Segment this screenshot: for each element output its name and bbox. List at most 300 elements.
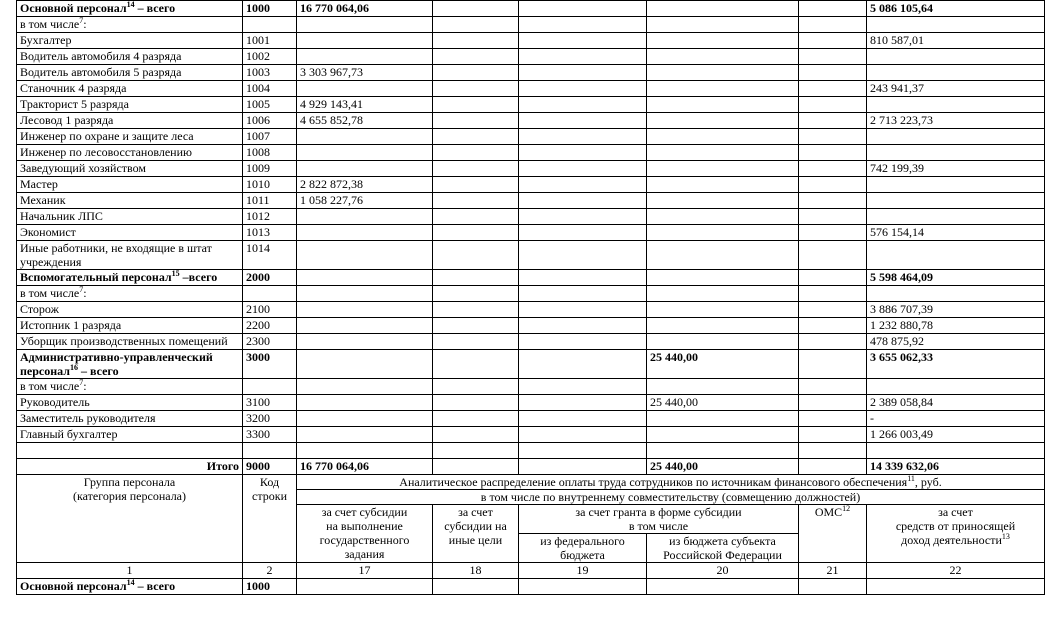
row-name: [17, 443, 243, 459]
row-value-c19: [519, 113, 647, 129]
row-name-text: Тракторист 5 разряда: [20, 97, 129, 111]
row-name-text: Руководитель: [20, 395, 90, 409]
row-value-c18: [433, 129, 519, 145]
analytic-header: [297, 475, 1045, 490]
row-name-suffix: :: [83, 286, 87, 300]
table-row: [17, 1, 1045, 17]
row-value-c20: [647, 334, 799, 350]
row-value-c20: [647, 129, 799, 145]
row-value-c21: [799, 225, 867, 241]
row-value-c19: [519, 81, 647, 97]
row-name-text: Инженер по охране и защите леса: [20, 129, 194, 143]
subsidy-other-l2: субсидии на: [444, 519, 507, 533]
last-row-cell: [799, 579, 867, 595]
total-c18: [433, 459, 519, 475]
row-value-c21: [799, 1, 867, 17]
total-c19: [519, 459, 647, 475]
row-value-c20: [647, 145, 799, 161]
row-value-c20: [647, 49, 799, 65]
last-row-name-text: Основной персонал: [20, 579, 127, 593]
row-value-c22: 5 598 464,09: [867, 270, 1045, 286]
row-value-c19: [519, 395, 647, 411]
row-name-text: Водитель автомобиля 4 разряда: [20, 49, 182, 63]
row-value-c17: [297, 379, 433, 395]
row-value-c17: [297, 145, 433, 161]
row-value-c19: [519, 129, 647, 145]
row-name-sup: 14: [126, 0, 135, 9]
row-name: [17, 129, 243, 145]
row-value-c21: [799, 49, 867, 65]
col-number: 19: [519, 563, 647, 579]
row-value-c20: [647, 97, 799, 113]
row-value-c21: [799, 17, 867, 33]
row-value-c22: [867, 379, 1045, 395]
row-name-text: Экономист: [20, 225, 76, 239]
row-value-c22: 742 199,39: [867, 161, 1045, 177]
subsidy-task-header: [297, 505, 433, 563]
table-row: [17, 177, 1045, 193]
col-number: 21: [799, 563, 867, 579]
row-value-c22: [867, 17, 1045, 33]
row-value-c17: [297, 81, 433, 97]
row-value-c17: [297, 302, 433, 318]
code-header: [243, 475, 297, 563]
table-row: [17, 65, 1045, 81]
table-row: [17, 443, 1045, 459]
row-value-c19: [519, 286, 647, 302]
row-value-c17: [297, 427, 433, 443]
total-c20: 25 440,00: [647, 459, 799, 475]
row-code: 1014: [243, 241, 297, 270]
row-value-c22: [867, 286, 1045, 302]
code-header-l1: Код: [259, 475, 280, 489]
subsidy-task-l4: задания: [344, 547, 385, 561]
row-code: [243, 286, 297, 302]
row-value-c17: 4 929 143,41: [297, 97, 433, 113]
row-name-text: в том числе: [20, 17, 80, 31]
row-value-c17: [297, 129, 433, 145]
row-code: 1013: [243, 225, 297, 241]
row-value-c22: [867, 65, 1045, 81]
table-row: [17, 225, 1045, 241]
row-value-c19: [519, 318, 647, 334]
row-value-c18: [433, 302, 519, 318]
row-value-c21: [799, 129, 867, 145]
col-number: 18: [433, 563, 519, 579]
row-value-c18: [433, 379, 519, 395]
row-value-c17: 3 303 967,73: [297, 65, 433, 81]
grant-l1: за счет гранта в форме субсидии: [575, 505, 742, 519]
row-name: [17, 17, 243, 33]
row-value-c21: [799, 65, 867, 81]
total-section: [17, 459, 1045, 475]
row-value-c19: [519, 49, 647, 65]
row-value-c18: [433, 49, 519, 65]
col-number: 17: [297, 563, 433, 579]
subsidy-task-l3: государственного: [319, 533, 410, 547]
row-value-c19: [519, 33, 647, 49]
oms-sup: 12: [842, 504, 851, 513]
oms-text: ОМС: [814, 505, 843, 519]
row-value-c17: [297, 270, 433, 286]
row-value-c20: [647, 318, 799, 334]
row-code: [243, 443, 297, 459]
table-row: [17, 379, 1045, 395]
table-row: [17, 49, 1045, 65]
table-row: [17, 81, 1045, 97]
table-row: [17, 129, 1045, 145]
row-value-c17: [297, 318, 433, 334]
last-row: [17, 579, 1045, 595]
row-value-c19: [519, 443, 647, 459]
row-value-c21: [799, 270, 867, 286]
row-value-c17: 16 770 064,06: [297, 1, 433, 17]
last-row-cell: [867, 579, 1045, 595]
row-value-c22: [867, 241, 1045, 270]
row-value-c17: 4 655 852,78: [297, 113, 433, 129]
row-value-c22: 810 587,01: [867, 33, 1045, 49]
row-value-c21: [799, 113, 867, 129]
row-code: 1007: [243, 129, 297, 145]
table-row: [17, 113, 1045, 129]
row-value-c17: 1 058 227,76: [297, 193, 433, 209]
row-value-c17: [297, 17, 433, 33]
row-value-c20: [647, 81, 799, 97]
row-value-c20: [647, 193, 799, 209]
row-value-c21: [799, 334, 867, 350]
subject-header: [647, 534, 799, 563]
row-name-text: Административно-управленческий персонал: [20, 350, 213, 378]
row-value-c19: [519, 334, 647, 350]
row-value-c18: [433, 443, 519, 459]
row-value-c17: [297, 209, 433, 225]
row-value-c19: [519, 302, 647, 318]
row-code: 1008: [243, 145, 297, 161]
row-value-c20: [647, 113, 799, 129]
row-value-c19: [519, 17, 647, 33]
row-value-c17: [297, 334, 433, 350]
row-value-c21: [799, 97, 867, 113]
row-value-c18: [433, 427, 519, 443]
row-name: [17, 33, 243, 49]
row-code: 2000: [243, 270, 297, 286]
row-value-c18: [433, 241, 519, 270]
row-value-c20: [647, 17, 799, 33]
row-value-c19: [519, 161, 647, 177]
total-c22: 14 339 632,06: [867, 459, 1045, 475]
income-l2: средств от приносящей: [895, 519, 1016, 533]
table-row: [17, 270, 1045, 286]
row-value-c21: [799, 411, 867, 427]
table-row: [17, 302, 1045, 318]
row-code: 1005: [243, 97, 297, 113]
row-value-c20: [647, 161, 799, 177]
row-value-c21: [799, 318, 867, 334]
row-code: 1006: [243, 113, 297, 129]
row-value-c20: [647, 209, 799, 225]
row-code: 1011: [243, 193, 297, 209]
row-code: 3000: [243, 350, 297, 379]
table-row: [17, 209, 1045, 225]
row-value-c17: [297, 49, 433, 65]
col-number: 20: [647, 563, 799, 579]
group-header: [17, 475, 243, 563]
row-value-c20: [647, 302, 799, 318]
row-value-c18: [433, 395, 519, 411]
row-value-c22: 243 941,37: [867, 81, 1045, 97]
row-value-c19: [519, 97, 647, 113]
row-name-text: Бухгалтер: [20, 33, 72, 47]
row-code: 2100: [243, 302, 297, 318]
row-value-c17: [297, 225, 433, 241]
row-value-c21: [799, 286, 867, 302]
row-value-c19: [519, 270, 647, 286]
row-name: [17, 1, 243, 17]
row-name-sup: 15: [171, 269, 180, 278]
row-name: [17, 318, 243, 334]
row-value-c22: [867, 49, 1045, 65]
row-value-c22: [867, 97, 1045, 113]
row-value-c22: 5 086 105,64: [867, 1, 1045, 17]
row-name: [17, 49, 243, 65]
row-value-c22: 1 266 003,49: [867, 427, 1045, 443]
row-value-c18: [433, 193, 519, 209]
income-header: [867, 505, 1045, 563]
row-value-c21: [799, 302, 867, 318]
row-name-text: Лесовод 1 разряда: [20, 113, 114, 127]
table-row: [17, 241, 1045, 270]
row-name-text: Истопник 1 разряда: [20, 318, 122, 332]
total-row: [17, 459, 1045, 475]
row-value-c20: [647, 270, 799, 286]
total-code: 9000: [243, 459, 297, 475]
row-name-sup: 7: [79, 285, 84, 294]
row-value-c17: [297, 161, 433, 177]
row-value-c19: [519, 427, 647, 443]
row-name-text: Станочник 4 разряда: [20, 81, 127, 95]
col-number: 2: [243, 563, 297, 579]
column-number-row: [17, 563, 1045, 579]
last-row-name: [17, 579, 243, 595]
row-name-suffix: – всего: [134, 1, 176, 15]
table-row: [17, 395, 1045, 411]
row-name-text: Заместитель руководителя: [20, 411, 156, 425]
total-c21: [799, 459, 867, 475]
row-value-c21: [799, 427, 867, 443]
subject-l2: Российской Федерации: [663, 548, 782, 562]
table-row: [17, 318, 1045, 334]
row-value-c18: [433, 97, 519, 113]
row-value-c22: [867, 209, 1045, 225]
table-row: [17, 334, 1045, 350]
row-value-c18: [433, 113, 519, 129]
analytic-sup: 11: [907, 474, 915, 483]
row-value-c22: -: [867, 411, 1045, 427]
row-name-text: Уборщик производственных помещений: [20, 334, 228, 348]
row-name-text: Вспомогательный персонал: [20, 270, 172, 284]
row-name: [17, 113, 243, 129]
row-value-c19: [519, 65, 647, 81]
row-value-c20: [647, 241, 799, 270]
row-value-c18: [433, 177, 519, 193]
row-value-c20: [647, 427, 799, 443]
row-name: [17, 411, 243, 427]
row-code: 3100: [243, 395, 297, 411]
income-sup: 13: [1001, 532, 1010, 541]
row-value-c20: 25 440,00: [647, 395, 799, 411]
federal-header: [519, 534, 647, 563]
row-name-text: Сторож: [20, 302, 59, 316]
row-value-c17: [297, 286, 433, 302]
last-row-cell: [297, 579, 433, 595]
analytic-text: Аналитическое распределение оплаты труда сотрудников по источникам финансового обеспечения: [399, 475, 908, 489]
total-label: Итого: [17, 459, 243, 475]
row-value-c19: [519, 209, 647, 225]
table-row: [17, 161, 1045, 177]
row-value-c18: [433, 17, 519, 33]
row-name-sup: 16: [70, 363, 78, 372]
row-value-c17: [297, 443, 433, 459]
row-value-c17: [297, 411, 433, 427]
row-value-c17: [297, 350, 433, 379]
row-name: [17, 270, 243, 286]
col-number: 22: [867, 563, 1045, 579]
row-value-c19: [519, 379, 647, 395]
table-row: [17, 411, 1045, 427]
row-name: [17, 145, 243, 161]
row-value-c19: [519, 241, 647, 270]
row-value-c22: 2 713 223,73: [867, 113, 1045, 129]
subsidy-task-l2: на выполнение: [326, 519, 403, 533]
row-name: [17, 97, 243, 113]
income-l3: доход деятельности: [901, 533, 1002, 547]
header-section: [17, 475, 1045, 595]
row-code: 1004: [243, 81, 297, 97]
row-code: 3300: [243, 427, 297, 443]
row-name-text: в том числе: [20, 379, 80, 393]
row-value-c22: [867, 177, 1045, 193]
grant-header: [519, 505, 799, 534]
row-value-c20: [647, 411, 799, 427]
table-row: [17, 286, 1045, 302]
row-value-c18: [433, 33, 519, 49]
row-value-c20: [647, 225, 799, 241]
row-name-text: Иные работники, не входящие в штат учреждения: [20, 241, 212, 269]
internal-header: в том числе по внутреннему совместительству (совмещению должностей): [297, 490, 1045, 505]
payroll-table: [16, 0, 1045, 595]
group-header-l1: Группа персонала: [83, 475, 176, 489]
row-name-text: Главный бухгалтер: [20, 427, 118, 441]
row-code: 1003: [243, 65, 297, 81]
row-value-c18: [433, 145, 519, 161]
row-value-c21: [799, 395, 867, 411]
row-name-text: Механик: [20, 193, 66, 207]
row-value-c19: [519, 193, 647, 209]
row-value-c18: [433, 411, 519, 427]
table-row: [17, 33, 1045, 49]
row-name-sup: 7: [79, 378, 84, 387]
row-code: 1009: [243, 161, 297, 177]
analytic-tail: , руб.: [914, 475, 942, 489]
row-value-c18: [433, 334, 519, 350]
last-row-cell: [433, 579, 519, 595]
row-code: 2300: [243, 334, 297, 350]
row-name-text: Мастер: [20, 177, 58, 191]
subsidy-other-l3: иные цели: [448, 533, 503, 547]
row-value-c20: [647, 286, 799, 302]
subject-l1: из бюджета субъекта: [669, 534, 776, 548]
table-row: [17, 350, 1045, 379]
row-value-c20: [647, 443, 799, 459]
row-name-text: Водитель автомобиля 5 разряда: [20, 65, 182, 79]
row-name: [17, 241, 243, 270]
row-value-c18: [433, 65, 519, 81]
row-value-c21: [799, 177, 867, 193]
table-row: [17, 145, 1045, 161]
row-code: [243, 379, 297, 395]
row-name: [17, 379, 243, 395]
row-value-c21: [799, 193, 867, 209]
row-value-c17: 2 822 872,38: [297, 177, 433, 193]
row-value-c18: [433, 209, 519, 225]
row-value-c20: [647, 33, 799, 49]
row-value-c21: [799, 161, 867, 177]
row-value-c20: 25 440,00: [647, 350, 799, 379]
row-value-c21: [799, 81, 867, 97]
row-name-suffix: –всего: [179, 270, 218, 284]
row-name: [17, 334, 243, 350]
row-name-text: в том числе: [20, 286, 80, 300]
row-name: [17, 427, 243, 443]
row-name: [17, 177, 243, 193]
row-name-text: Основной персонал: [20, 1, 127, 15]
row-value-c22: [867, 193, 1045, 209]
row-name-suffix: :: [83, 379, 87, 393]
row-code: 1002: [243, 49, 297, 65]
row-value-c18: [433, 318, 519, 334]
row-value-c21: [799, 33, 867, 49]
last-row-sup: 14: [126, 578, 135, 587]
last-row-cell: [647, 579, 799, 595]
row-value-c18: [433, 1, 519, 17]
row-value-c20: [647, 177, 799, 193]
row-value-c18: [433, 350, 519, 379]
table-row: [17, 427, 1045, 443]
row-value-c19: [519, 1, 647, 17]
row-name-text: Заведующий хозяйством: [20, 161, 146, 175]
row-name: [17, 350, 243, 379]
federal-l1: из федерального: [540, 534, 625, 548]
upper-rows: [17, 1, 1045, 459]
federal-l2: бюджета: [560, 548, 605, 562]
row-name: [17, 209, 243, 225]
row-name: [17, 81, 243, 97]
row-value-c19: [519, 225, 647, 241]
grant-l2: в том числе: [628, 519, 689, 533]
row-value-c22: [867, 443, 1045, 459]
row-value-c21: [799, 145, 867, 161]
row-value-c22: [867, 129, 1045, 145]
row-name-text: Начальник ЛПС: [20, 209, 103, 223]
code-header-l2: строки: [252, 489, 287, 503]
row-code: [243, 17, 297, 33]
header-row-1: [17, 475, 1045, 490]
row-name: [17, 395, 243, 411]
last-row-suffix: – всего: [134, 579, 176, 593]
oms-header: [799, 505, 867, 563]
income-l1: за счет: [938, 505, 973, 519]
row-value-c22: 478 875,92: [867, 334, 1045, 350]
